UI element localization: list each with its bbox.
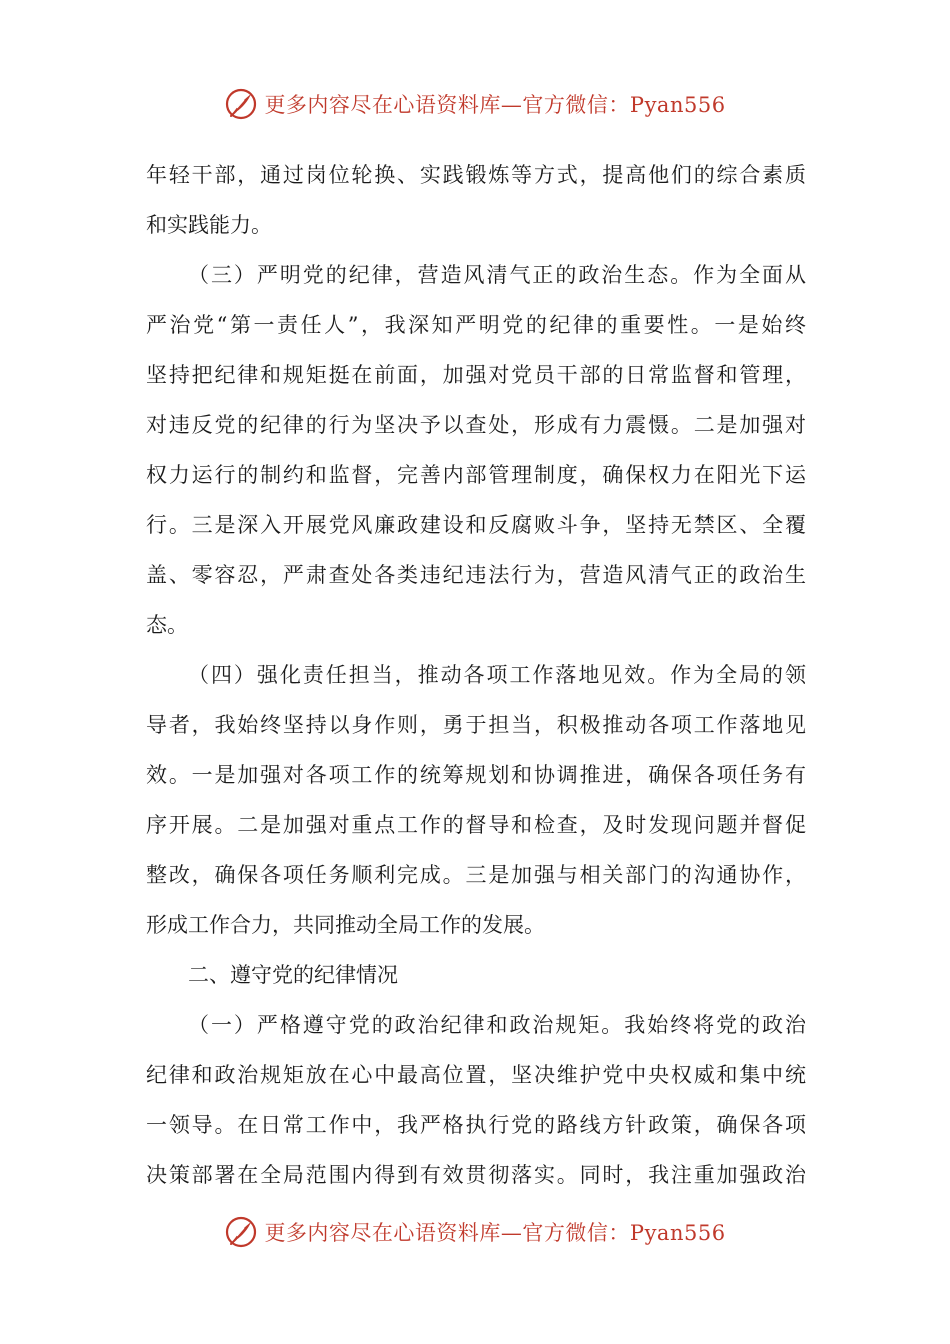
- text-line: 导者，我始终坚持以身作则，勇于担当，积极推动各项工作落地见: [146, 713, 806, 737]
- footer-banner-text: 更多内容尽在心语资料库—官方微信：Pyan556: [264, 1221, 726, 1245]
- text-line: 权力运行的制约和监督，完善内部管理制度，确保权力在阳光下运: [146, 463, 806, 487]
- text-line: 序开展。二是加强对重点工作的督导和检查，及时发现问题并督促: [146, 813, 806, 837]
- paragraph-heading: （三）严明党的纪律，营造风清气正的政治生态。作为全面从: [188, 263, 806, 287]
- section-heading: 二、遵守党的纪律情况: [188, 963, 398, 987]
- text-line: 盖、零容忍，严肃查处各类违纪违法行为，营造风清气正的政治生: [146, 563, 806, 587]
- header-banner-text: 更多内容尽在心语资料库—官方微信：Pyan556: [264, 93, 726, 117]
- text-line: 态。: [146, 613, 188, 637]
- text-line: 严治党“第一责任人”，我深知严明党的纪律的重要性。一是始终: [146, 313, 806, 337]
- text-line: 年轻干部，通过岗位轮换、实践锻炼等方式，提高他们的综合素质: [146, 163, 806, 187]
- header-banner: [0, 84, 950, 124]
- paragraph-heading: （四）强化责任担当，推动各项工作落地见效。作为全局的领: [188, 663, 806, 687]
- footer-banner: [0, 1212, 950, 1252]
- text-line: 纪律和政治规矩放在心中最高位置，坚决维护党中央权威和集中统: [146, 1063, 806, 1087]
- text-line: 效。一是加强对各项工作的统筹规划和协调推进，确保各项任务有: [146, 763, 806, 787]
- paragraph-heading: （一）严格遵守党的政治纪律和政治规矩。我始终将党的政治: [188, 1013, 806, 1037]
- text-line: 决策部署在全局范围内得到有效贯彻落实。同时，我注重加强政治: [146, 1163, 806, 1187]
- text-line: 一领导。在日常工作中，我严格执行党的路线方针政策，确保各项: [146, 1113, 806, 1137]
- text-line: 行。三是深入开展党风廉政建设和反腐败斗争，坚持无禁区、全覆: [146, 513, 806, 537]
- text-line: 和实践能力。: [146, 213, 272, 237]
- quill-logo-icon: [224, 87, 258, 121]
- text-line: 坚持把纪律和规矩挺在前面，加强对党员干部的日常监督和管理，: [146, 363, 806, 387]
- quill-logo-icon: [224, 1215, 258, 1249]
- text-line: 形成工作合力，共同推动全局工作的发展。: [146, 913, 545, 937]
- text-line: 对违反党的纪律的行为坚决予以查处，形成有力震慑。二是加强对: [146, 413, 806, 437]
- text-line: 整改，确保各项任务顺利完成。三是加强与相关部门的沟通协作，: [146, 863, 806, 887]
- document-body: [146, 150, 806, 1200]
